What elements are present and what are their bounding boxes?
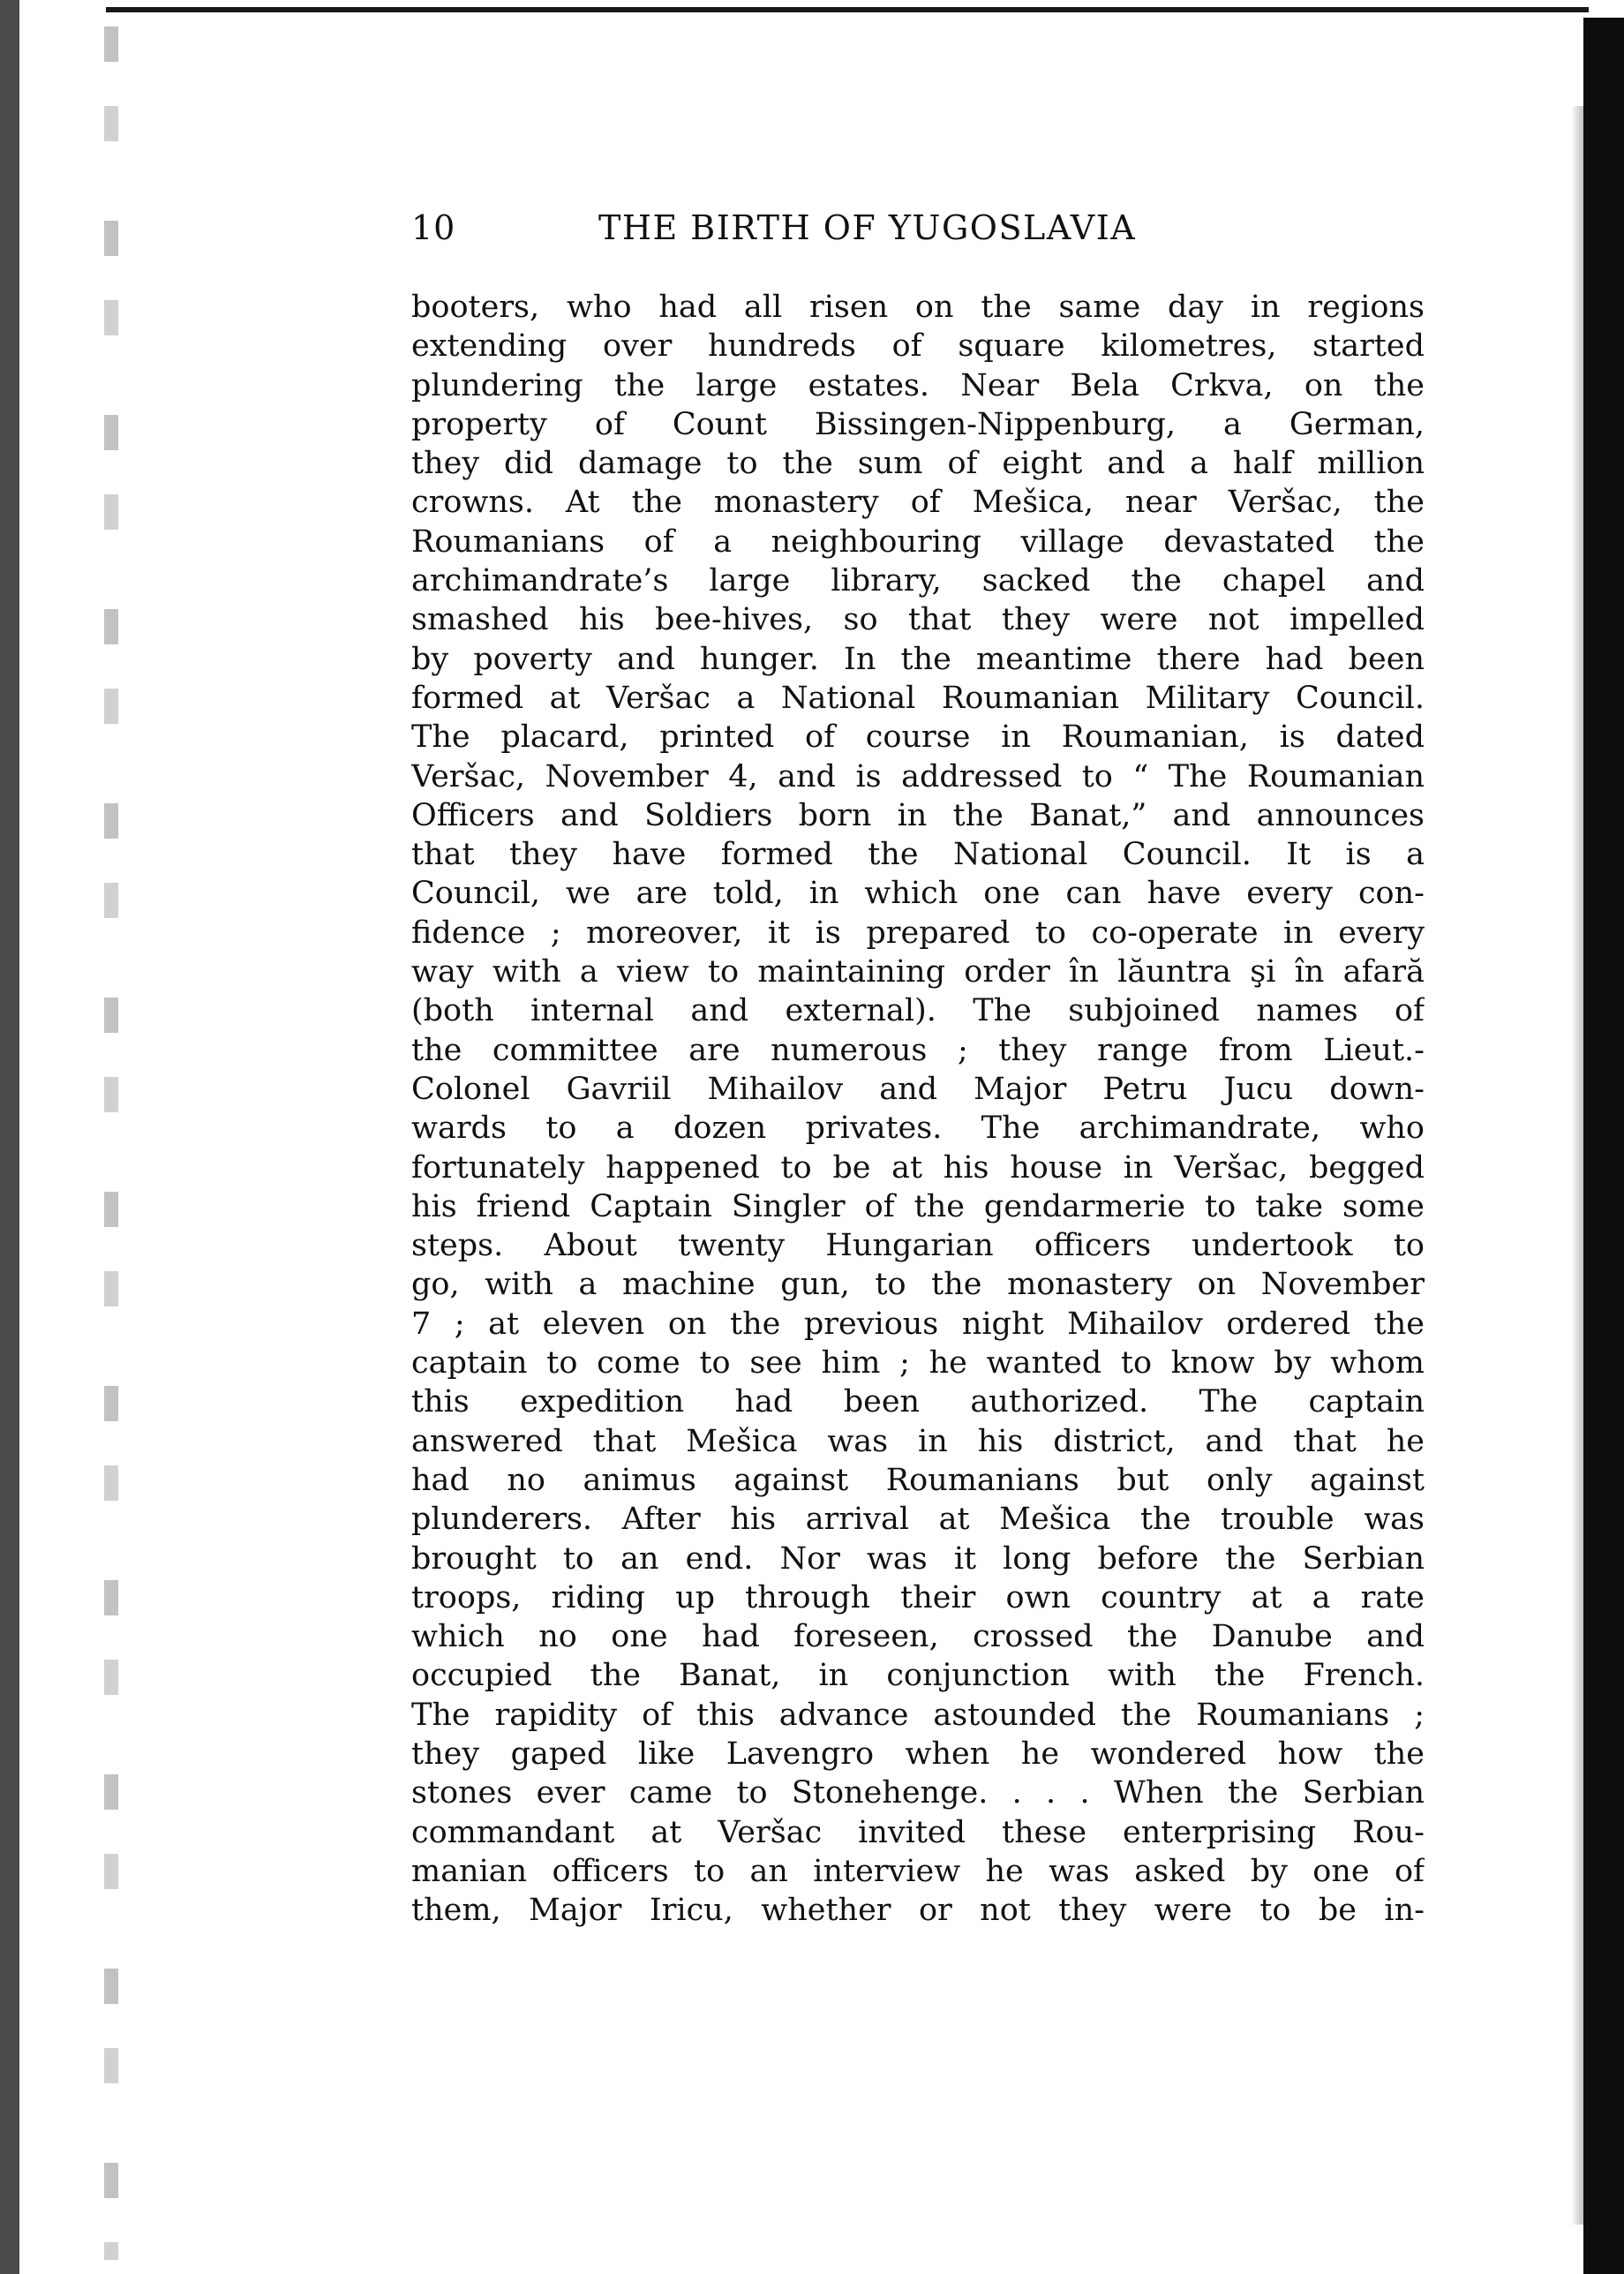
page-number: 10 (411, 208, 456, 247)
running-title: THE BIRTH OF YUGOSLAVIA (598, 208, 1137, 247)
text-line: answered that Mešica was in his district, and that he (411, 1423, 1425, 1459)
scan-right-binding (1583, 18, 1624, 2274)
text-line: The placard, printed of course in Roumanian, is dated (411, 719, 1425, 756)
text-line: plunderers. After his arrival at Mešica the trouble was (411, 1502, 1425, 1538)
text-line: they did damage to the sum of eight and a half million (411, 446, 1425, 482)
text-line: manian officers to an interview he was asked by one of (411, 1853, 1425, 1889)
text-line: steps. About twenty Hungarian officers undertook to (411, 1228, 1425, 1264)
scan-left-bleed (104, 26, 118, 2260)
text-line: 7 ; at eleven on the previous night Mihailov ordered the (411, 1306, 1425, 1342)
text-line: wards to a dozen privates. The archimandrate, who (411, 1111, 1425, 1147)
scan-left-edge (0, 0, 19, 2274)
text-line: the committee are numerous ; they range from Lieut.- (411, 1032, 1425, 1068)
text-line: commandant at Veršac invited these enterprising Rou- (411, 1814, 1425, 1850)
text-line: his friend Captain Singler of the gendarmerie to take some (411, 1188, 1425, 1224)
text-line: property of Count Bissingen-Nippenburg, a German, (411, 406, 1425, 442)
text-line: they gaped like Lavengro when he wondered how the (411, 1736, 1425, 1772)
text-line: captain to come to see him ; he wanted to know by whom (411, 1345, 1425, 1382)
text-line: way with a view to maintaining order în lăuntra şi în afară (411, 954, 1425, 990)
text-line: smashed his bee-hives, so that they were not impelled (411, 602, 1425, 638)
text-line: extending over hundreds of square kilometres, started (411, 328, 1425, 365)
text-line: them, Major Iricu, whether or not they were to be in- (411, 1893, 1425, 1929)
text-line: which no one had foreseen, crossed the Danube and (411, 1619, 1425, 1655)
text-line: Council, we are told, in which one can have every con- (411, 876, 1425, 912)
text-line: Officers and Soldiers born in the Banat,” and announces (411, 797, 1425, 833)
scan-right-shadow (1571, 106, 1583, 2225)
text-line: troops, riding up through their own country at a rate (411, 1579, 1425, 1615)
text-line: fortunately happened to be at his house in Veršac, begged (411, 1149, 1425, 1186)
text-line: that they have formed the National Council. It is a (411, 837, 1425, 873)
scan-top-edge (106, 7, 1589, 12)
text-line: Colonel Gavriil Mihailov and Major Petru Jucu down- (411, 1071, 1425, 1107)
text-line: brought to an end. Nor was it long before the Serbian (411, 1540, 1425, 1577)
text-line: fidence ; moreover, it is prepared to co-operate in every (411, 915, 1425, 951)
text-line: plundering the large estates. Near Bela Crkva, on the (411, 367, 1425, 403)
text-line: The rapidity of this advance astounded the Roumanians ; (411, 1697, 1425, 1733)
text-line: archimandrate’s large library, sacked the chapel and (411, 563, 1425, 599)
text-line: this expedition had been authorized. The captain (411, 1384, 1425, 1420)
body-text (411, 288, 1425, 1930)
text-line: formed at Veršac a National Roumanian Military Council. (411, 680, 1425, 716)
text-line: occupied the Banat, in conjunction with the French. (411, 1658, 1425, 1694)
text-line: (both internal and external). The subjoined names of (411, 993, 1425, 1029)
text-line: had no animus against Roumanians but only against (411, 1462, 1425, 1498)
text-line: Veršac, November 4, and is addressed to “ The Roumanian (411, 758, 1425, 794)
text-line: go, with a machine gun, to the monastery on November (411, 1267, 1425, 1303)
running-header (411, 208, 1426, 261)
text-line: by poverty and hunger. In the meantime there had been (411, 641, 1425, 677)
text-line: Roumanians of a neighbouring village devastated the (411, 523, 1425, 560)
text-line: booters, who had all risen on the same day in regions (411, 290, 1425, 325)
text-line: stones ever came to Stonehenge. . . . When the Serbian (411, 1775, 1425, 1811)
text-line: crowns. At the monastery of Mešica, near Veršac, the (411, 485, 1425, 521)
